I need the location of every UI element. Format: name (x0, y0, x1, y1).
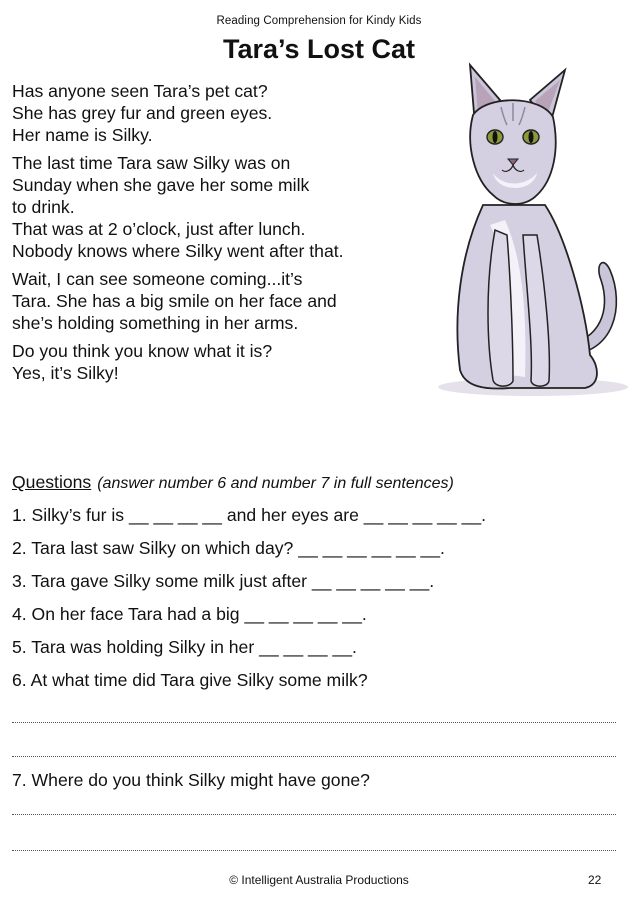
questions-section-continued (12, 764, 622, 797)
story-line: Sunday when she gave her some milk (12, 175, 310, 195)
story-line: Nobody knows where Silky went after that. (12, 241, 344, 261)
story-line: Do you think you know what it is? (12, 341, 273, 361)
question-item: 2. Tara last saw Silky on which day? __ __ __ __ __ __. (12, 538, 445, 558)
page-number: 22 (588, 873, 602, 887)
story-line: That was at 2 o’clock, just after lunch. (12, 219, 306, 239)
question-item: 3. Tara gave Silky some milk just after __ __ __ __ __. (12, 571, 435, 591)
story-line: Tara. She has a big smile on her face and (12, 291, 337, 311)
questions-label: Questions (12, 472, 92, 492)
story-line: Has anyone seen Tara’s pet cat? (12, 81, 268, 101)
question-item: 7. Where do you think Silky might have gone? (12, 770, 370, 790)
story-text (12, 80, 432, 390)
story-line: She has grey fur and green eyes. (12, 103, 273, 123)
questions-section (12, 469, 622, 697)
cat-illustration-icon (415, 55, 635, 400)
story-paragraph-2 (12, 152, 432, 262)
answer-line[interactable] (12, 722, 616, 723)
questions-heading (12, 469, 622, 499)
story-paragraph-4 (12, 340, 432, 384)
page-subtitle: Reading Comprehension for Kindy Kids (216, 15, 422, 27)
question-item: 4. On her face Tara had a big __ __ __ __ __. (12, 604, 367, 624)
question-item: 1. Silky’s fur is __ __ __ __ and her eyes are __ __ __ __ __. (12, 505, 487, 525)
copyright-text: © Intelligent Australia Productions (229, 873, 409, 887)
story-paragraph-3 (12, 268, 432, 334)
story-line: to drink. (12, 197, 75, 217)
answer-line[interactable] (12, 850, 616, 851)
story-paragraph-1 (12, 80, 432, 146)
story-line: she’s holding something in her arms. (12, 313, 299, 333)
page-title: Tara’s Lost Cat (222, 34, 416, 64)
answer-line[interactable] (12, 756, 616, 757)
story-line: Yes, it’s Silky! (12, 363, 119, 383)
story-line: Her name is Silky. (12, 125, 153, 145)
question-item: 6. At what time did Tara give Silky some milk? (12, 670, 368, 690)
questions-note: (answer number 6 and number 7 in full sentences) (97, 475, 454, 492)
story-line: Wait, I can see someone coming...it’s (12, 269, 303, 289)
story-line: The last time Tara saw Silky was on (12, 153, 291, 173)
question-item: 5. Tara was holding Silky in her __ __ __ __. (12, 637, 357, 657)
answer-line[interactable] (12, 814, 616, 815)
